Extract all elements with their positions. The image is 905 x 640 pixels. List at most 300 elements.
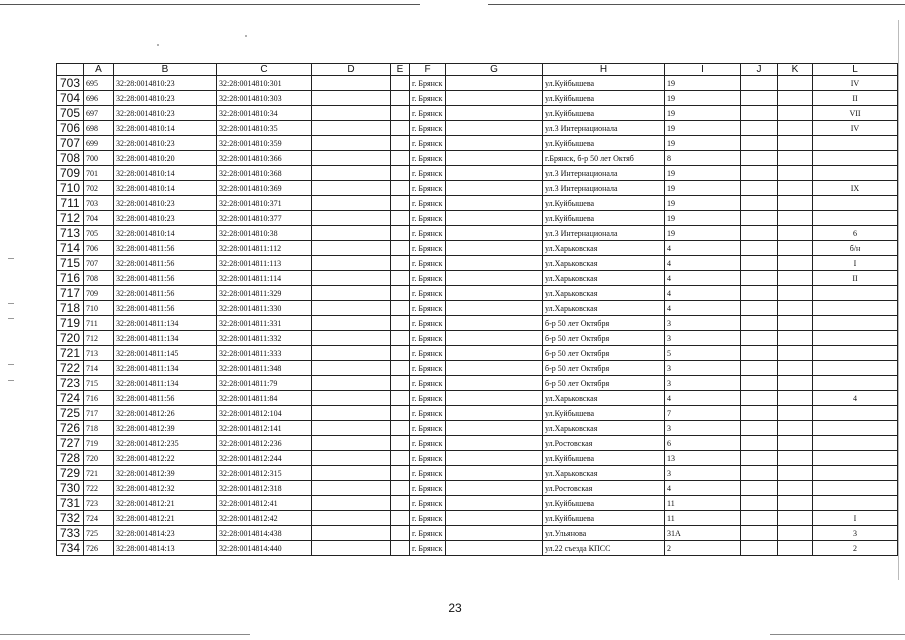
row-number[interactable]: 712: [57, 211, 84, 226]
cell-a[interactable]: 700: [84, 151, 114, 166]
cell-d[interactable]: [312, 436, 391, 451]
cell-l[interactable]: 3: [813, 526, 898, 541]
cell-j[interactable]: [741, 226, 778, 241]
cell-k[interactable]: [778, 286, 813, 301]
cell-e[interactable]: [391, 496, 410, 511]
cell-d[interactable]: [312, 391, 391, 406]
cell-d[interactable]: [312, 301, 391, 316]
row-number[interactable]: 732: [57, 511, 84, 526]
cell-d[interactable]: [312, 166, 391, 181]
cell-e[interactable]: [391, 226, 410, 241]
column-header-d[interactable]: D: [312, 64, 391, 76]
cell-a[interactable]: 724: [84, 511, 114, 526]
cell-a[interactable]: 711: [84, 316, 114, 331]
cell-d[interactable]: [312, 121, 391, 136]
cell-j[interactable]: [741, 91, 778, 106]
cell-e[interactable]: [391, 406, 410, 421]
cell-j[interactable]: [741, 256, 778, 271]
cell-f[interactable]: г. Брянск: [410, 181, 446, 196]
cell-k[interactable]: [778, 331, 813, 346]
row-number[interactable]: 722: [57, 361, 84, 376]
cell-j[interactable]: [741, 526, 778, 541]
cell-i[interactable]: 6: [665, 436, 741, 451]
cell-l[interactable]: б/н: [813, 241, 898, 256]
cell-g[interactable]: [446, 436, 543, 451]
cell-d[interactable]: [312, 211, 391, 226]
cell-a[interactable]: 708: [84, 271, 114, 286]
cell-f[interactable]: г. Брянск: [410, 496, 446, 511]
cell-k[interactable]: [778, 271, 813, 286]
cell-c[interactable]: 32:28:0014810:368: [217, 166, 312, 181]
cell-f[interactable]: г. Брянск: [410, 511, 446, 526]
cell-c[interactable]: 32:28:0014810:366: [217, 151, 312, 166]
cell-j[interactable]: [741, 106, 778, 121]
cell-h[interactable]: ул.Ростовская: [543, 436, 665, 451]
cell-c[interactable]: 32:28:0014811:79: [217, 376, 312, 391]
cell-i[interactable]: 19: [665, 136, 741, 151]
cell-h[interactable]: ул.Харьковская: [543, 241, 665, 256]
cell-l[interactable]: [813, 286, 898, 301]
cell-i[interactable]: 11: [665, 511, 741, 526]
cell-c[interactable]: 32:28:0014812:104: [217, 406, 312, 421]
cell-h[interactable]: ул.3 Интернационала: [543, 226, 665, 241]
cell-j[interactable]: [741, 451, 778, 466]
cell-f[interactable]: г. Брянск: [410, 436, 446, 451]
cell-b[interactable]: 32:28:0014811:134: [114, 331, 217, 346]
cell-j[interactable]: [741, 496, 778, 511]
row-number[interactable]: 727: [57, 436, 84, 451]
cell-j[interactable]: [741, 241, 778, 256]
cell-j[interactable]: [741, 481, 778, 496]
cell-b[interactable]: 32:28:0014810:23: [114, 136, 217, 151]
cell-i[interactable]: 19: [665, 91, 741, 106]
cell-d[interactable]: [312, 271, 391, 286]
column-header-c[interactable]: C: [217, 64, 312, 76]
cell-g[interactable]: [446, 241, 543, 256]
row-number[interactable]: 710: [57, 181, 84, 196]
cell-c[interactable]: 32:28:0014811:329: [217, 286, 312, 301]
cell-k[interactable]: [778, 241, 813, 256]
cell-e[interactable]: [391, 196, 410, 211]
cell-c[interactable]: 32:28:0014811:113: [217, 256, 312, 271]
cell-a[interactable]: 712: [84, 331, 114, 346]
cell-g[interactable]: [446, 136, 543, 151]
row-number[interactable]: 715: [57, 256, 84, 271]
column-header-j[interactable]: J: [741, 64, 778, 76]
cell-g[interactable]: [446, 451, 543, 466]
cell-f[interactable]: г. Брянск: [410, 421, 446, 436]
cell-d[interactable]: [312, 286, 391, 301]
cell-l[interactable]: [813, 496, 898, 511]
cell-k[interactable]: [778, 226, 813, 241]
cell-b[interactable]: 32:28:0014810:23: [114, 196, 217, 211]
row-number[interactable]: 730: [57, 481, 84, 496]
cell-c[interactable]: 32:28:0014812:315: [217, 466, 312, 481]
cell-d[interactable]: [312, 451, 391, 466]
cell-g[interactable]: [446, 196, 543, 211]
cell-j[interactable]: [741, 301, 778, 316]
cell-g[interactable]: [446, 226, 543, 241]
cell-b[interactable]: 32:28:0014811:56: [114, 301, 217, 316]
cell-h[interactable]: ул.Куйбышева: [543, 76, 665, 91]
cell-c[interactable]: 32:28:0014812:236: [217, 436, 312, 451]
cell-k[interactable]: [778, 301, 813, 316]
cell-g[interactable]: [446, 211, 543, 226]
cell-a[interactable]: 697: [84, 106, 114, 121]
cell-i[interactable]: 13: [665, 451, 741, 466]
cell-l[interactable]: IX: [813, 181, 898, 196]
row-number[interactable]: 714: [57, 241, 84, 256]
cell-i[interactable]: 19: [665, 106, 741, 121]
cell-i[interactable]: 19: [665, 76, 741, 91]
cell-h[interactable]: ул.Харьковская: [543, 271, 665, 286]
cell-h[interactable]: ул.Куйбышева: [543, 406, 665, 421]
cell-l[interactable]: [813, 466, 898, 481]
cell-h[interactable]: ул.Куйбышева: [543, 451, 665, 466]
cell-e[interactable]: [391, 286, 410, 301]
cell-f[interactable]: г. Брянск: [410, 196, 446, 211]
cell-f[interactable]: г. Брянск: [410, 166, 446, 181]
cell-d[interactable]: [312, 181, 391, 196]
cell-e[interactable]: [391, 451, 410, 466]
cell-b[interactable]: 32:28:0014810:23: [114, 106, 217, 121]
cell-e[interactable]: [391, 271, 410, 286]
row-number[interactable]: 705: [57, 106, 84, 121]
cell-b[interactable]: 32:28:0014811:56: [114, 271, 217, 286]
cell-i[interactable]: 3: [665, 331, 741, 346]
cell-c[interactable]: 32:28:0014810:34: [217, 106, 312, 121]
cell-f[interactable]: г. Брянск: [410, 211, 446, 226]
cell-c[interactable]: 32:28:0014810:377: [217, 211, 312, 226]
row-number[interactable]: 719: [57, 316, 84, 331]
cell-j[interactable]: [741, 511, 778, 526]
row-number[interactable]: 720: [57, 331, 84, 346]
cell-k[interactable]: [778, 466, 813, 481]
cell-g[interactable]: [446, 271, 543, 286]
cell-h[interactable]: б-р 50 лет Октября: [543, 346, 665, 361]
cell-b[interactable]: 32:28:0014810:14: [114, 121, 217, 136]
cell-i[interactable]: 3: [665, 361, 741, 376]
cell-i[interactable]: 19: [665, 181, 741, 196]
cell-c[interactable]: 32:28:0014812:42: [217, 511, 312, 526]
cell-d[interactable]: [312, 541, 391, 556]
cell-l[interactable]: [813, 166, 898, 181]
cell-i[interactable]: 19: [665, 196, 741, 211]
cell-d[interactable]: [312, 106, 391, 121]
cell-g[interactable]: [446, 121, 543, 136]
cell-j[interactable]: [741, 151, 778, 166]
cell-a[interactable]: 696: [84, 91, 114, 106]
cell-d[interactable]: [312, 256, 391, 271]
row-number[interactable]: 733: [57, 526, 84, 541]
cell-a[interactable]: 710: [84, 301, 114, 316]
cell-g[interactable]: [446, 511, 543, 526]
cell-k[interactable]: [778, 91, 813, 106]
cell-l[interactable]: I: [813, 511, 898, 526]
cell-c[interactable]: 32:28:0014811:84: [217, 391, 312, 406]
cell-l[interactable]: [813, 151, 898, 166]
cell-i[interactable]: 4: [665, 256, 741, 271]
cell-b[interactable]: 32:28:0014810:14: [114, 166, 217, 181]
cell-h[interactable]: ул.Ульянова: [543, 526, 665, 541]
cell-e[interactable]: [391, 331, 410, 346]
cell-h[interactable]: ул.Харьковская: [543, 256, 665, 271]
cell-g[interactable]: [446, 496, 543, 511]
cell-f[interactable]: г. Брянск: [410, 91, 446, 106]
cell-k[interactable]: [778, 481, 813, 496]
row-number[interactable]: 707: [57, 136, 84, 151]
cell-d[interactable]: [312, 496, 391, 511]
cell-a[interactable]: 706: [84, 241, 114, 256]
cell-i[interactable]: 5: [665, 346, 741, 361]
cell-h[interactable]: ул.Харьковская: [543, 421, 665, 436]
cell-d[interactable]: [312, 421, 391, 436]
cell-f[interactable]: г. Брянск: [410, 271, 446, 286]
cell-i[interactable]: 3: [665, 466, 741, 481]
cell-e[interactable]: [391, 481, 410, 496]
cell-k[interactable]: [778, 376, 813, 391]
cell-e[interactable]: [391, 166, 410, 181]
cell-l[interactable]: IV: [813, 76, 898, 91]
cell-h[interactable]: ул.Куйбышева: [543, 106, 665, 121]
cell-i[interactable]: 8: [665, 151, 741, 166]
cell-g[interactable]: [446, 181, 543, 196]
cell-b[interactable]: 32:28:0014811:134: [114, 316, 217, 331]
cell-g[interactable]: [446, 166, 543, 181]
cell-f[interactable]: г. Брянск: [410, 526, 446, 541]
cell-h[interactable]: ул.3 Интернационала: [543, 121, 665, 136]
cell-i[interactable]: 11: [665, 496, 741, 511]
cell-b[interactable]: 32:28:0014812:21: [114, 496, 217, 511]
cell-c[interactable]: 32:28:0014811:348: [217, 361, 312, 376]
cell-j[interactable]: [741, 331, 778, 346]
cell-k[interactable]: [778, 166, 813, 181]
cell-i[interactable]: 19: [665, 226, 741, 241]
cell-i[interactable]: 19: [665, 166, 741, 181]
cell-c[interactable]: 32:28:0014811:112: [217, 241, 312, 256]
cell-d[interactable]: [312, 406, 391, 421]
cell-g[interactable]: [446, 376, 543, 391]
cell-a[interactable]: 702: [84, 181, 114, 196]
cell-h[interactable]: ул.22 съезда КПСС: [543, 541, 665, 556]
row-number[interactable]: 728: [57, 451, 84, 466]
row-number[interactable]: 713: [57, 226, 84, 241]
cell-a[interactable]: 726: [84, 541, 114, 556]
cell-j[interactable]: [741, 466, 778, 481]
cell-e[interactable]: [391, 91, 410, 106]
cell-l[interactable]: [813, 301, 898, 316]
cell-k[interactable]: [778, 121, 813, 136]
cell-l[interactable]: [813, 331, 898, 346]
column-header-b[interactable]: B: [114, 64, 217, 76]
cell-l[interactable]: VII: [813, 106, 898, 121]
cell-j[interactable]: [741, 136, 778, 151]
cell-h[interactable]: ул.3 Интернационала: [543, 181, 665, 196]
cell-d[interactable]: [312, 316, 391, 331]
cell-i[interactable]: 19: [665, 211, 741, 226]
cell-d[interactable]: [312, 376, 391, 391]
cell-e[interactable]: [391, 301, 410, 316]
cell-b[interactable]: 32:28:0014810:23: [114, 211, 217, 226]
cell-e[interactable]: [391, 181, 410, 196]
cell-l[interactable]: [813, 421, 898, 436]
cell-h[interactable]: ул.Куйбышева: [543, 211, 665, 226]
cell-a[interactable]: 722: [84, 481, 114, 496]
cell-f[interactable]: г. Брянск: [410, 346, 446, 361]
cell-c[interactable]: 32:28:0014814:440: [217, 541, 312, 556]
cell-h[interactable]: ул.Харьковская: [543, 286, 665, 301]
cell-e[interactable]: [391, 121, 410, 136]
cell-e[interactable]: [391, 346, 410, 361]
cell-h[interactable]: ул.Харьковская: [543, 466, 665, 481]
cell-c[interactable]: 32:28:0014811:331: [217, 316, 312, 331]
cell-f[interactable]: г. Брянск: [410, 106, 446, 121]
cell-e[interactable]: [391, 151, 410, 166]
cell-j[interactable]: [741, 121, 778, 136]
cell-f[interactable]: г. Брянск: [410, 481, 446, 496]
row-number[interactable]: 709: [57, 166, 84, 181]
cell-a[interactable]: 703: [84, 196, 114, 211]
cell-h[interactable]: ул.Куйбышева: [543, 511, 665, 526]
column-header-a[interactable]: A: [84, 64, 114, 76]
cell-k[interactable]: [778, 151, 813, 166]
cell-j[interactable]: [741, 271, 778, 286]
cell-e[interactable]: [391, 136, 410, 151]
cell-g[interactable]: [446, 331, 543, 346]
cell-h[interactable]: б-р 50 лет Октября: [543, 331, 665, 346]
row-number[interactable]: 721: [57, 346, 84, 361]
cell-e[interactable]: [391, 241, 410, 256]
cell-i[interactable]: 4: [665, 481, 741, 496]
cell-d[interactable]: [312, 91, 391, 106]
cell-a[interactable]: 725: [84, 526, 114, 541]
cell-f[interactable]: г. Брянск: [410, 301, 446, 316]
cell-g[interactable]: [446, 301, 543, 316]
cell-l[interactable]: [813, 211, 898, 226]
cell-i[interactable]: 4: [665, 241, 741, 256]
cell-i[interactable]: 19: [665, 121, 741, 136]
cell-f[interactable]: г. Брянск: [410, 121, 446, 136]
column-header-g[interactable]: G: [446, 64, 543, 76]
cell-a[interactable]: 717: [84, 406, 114, 421]
cell-b[interactable]: 32:28:0014812:39: [114, 421, 217, 436]
cell-j[interactable]: [741, 166, 778, 181]
cell-c[interactable]: 32:28:0014811:333: [217, 346, 312, 361]
cell-k[interactable]: [778, 76, 813, 91]
cell-i[interactable]: 31А: [665, 526, 741, 541]
cell-k[interactable]: [778, 511, 813, 526]
cell-l[interactable]: [813, 406, 898, 421]
cell-d[interactable]: [312, 196, 391, 211]
column-header-h[interactable]: H: [543, 64, 665, 76]
cell-b[interactable]: 32:28:0014811:56: [114, 256, 217, 271]
cell-b[interactable]: 32:28:0014812:32: [114, 481, 217, 496]
row-number[interactable]: 718: [57, 301, 84, 316]
cell-f[interactable]: г. Брянск: [410, 541, 446, 556]
cell-j[interactable]: [741, 361, 778, 376]
cell-b[interactable]: 32:28:0014811:56: [114, 241, 217, 256]
row-number[interactable]: 724: [57, 391, 84, 406]
cell-g[interactable]: [446, 256, 543, 271]
cell-j[interactable]: [741, 541, 778, 556]
cell-k[interactable]: [778, 136, 813, 151]
cell-f[interactable]: г. Брянск: [410, 76, 446, 91]
cell-b[interactable]: 32:28:0014810:20: [114, 151, 217, 166]
cell-a[interactable]: 707: [84, 256, 114, 271]
cell-l[interactable]: II: [813, 271, 898, 286]
cell-f[interactable]: г. Брянск: [410, 136, 446, 151]
column-header-e[interactable]: E: [391, 64, 410, 76]
cell-h[interactable]: ул.Харьковская: [543, 301, 665, 316]
cell-j[interactable]: [741, 211, 778, 226]
row-number[interactable]: 734: [57, 541, 84, 556]
cell-k[interactable]: [778, 406, 813, 421]
cell-b[interactable]: 32:28:0014810:23: [114, 91, 217, 106]
cell-k[interactable]: [778, 526, 813, 541]
cell-e[interactable]: [391, 316, 410, 331]
cell-g[interactable]: [446, 541, 543, 556]
cell-e[interactable]: [391, 256, 410, 271]
cell-k[interactable]: [778, 346, 813, 361]
cell-f[interactable]: г. Брянск: [410, 241, 446, 256]
cell-h[interactable]: ул.Ростовская: [543, 481, 665, 496]
cell-b[interactable]: 32:28:0014814:23: [114, 526, 217, 541]
cell-i[interactable]: 3: [665, 376, 741, 391]
row-number[interactable]: 731: [57, 496, 84, 511]
cell-f[interactable]: г. Брянск: [410, 226, 446, 241]
cell-h[interactable]: б-р 50 лет Октября: [543, 361, 665, 376]
cell-l[interactable]: [813, 136, 898, 151]
column-header-l[interactable]: L: [813, 64, 898, 76]
cell-c[interactable]: 32:28:0014810:38: [217, 226, 312, 241]
cell-d[interactable]: [312, 226, 391, 241]
cell-f[interactable]: г. Брянск: [410, 391, 446, 406]
row-number[interactable]: 729: [57, 466, 84, 481]
cell-g[interactable]: [446, 286, 543, 301]
cell-i[interactable]: 2: [665, 541, 741, 556]
cell-k[interactable]: [778, 181, 813, 196]
cell-l[interactable]: [813, 196, 898, 211]
cell-b[interactable]: 32:28:0014812:21: [114, 511, 217, 526]
cell-d[interactable]: [312, 136, 391, 151]
cell-l[interactable]: 6: [813, 226, 898, 241]
cell-g[interactable]: [446, 391, 543, 406]
cell-j[interactable]: [741, 391, 778, 406]
cell-k[interactable]: [778, 256, 813, 271]
cell-j[interactable]: [741, 76, 778, 91]
cell-c[interactable]: 32:28:0014811:114: [217, 271, 312, 286]
cell-j[interactable]: [741, 421, 778, 436]
cell-h[interactable]: б-р 50 лет Октября: [543, 316, 665, 331]
cell-e[interactable]: [391, 211, 410, 226]
row-number[interactable]: 706: [57, 121, 84, 136]
row-number[interactable]: 711: [57, 196, 84, 211]
corner-cell[interactable]: [57, 64, 84, 76]
cell-b[interactable]: 32:28:0014814:13: [114, 541, 217, 556]
cell-c[interactable]: 32:28:0014814:438: [217, 526, 312, 541]
cell-a[interactable]: 716: [84, 391, 114, 406]
row-number[interactable]: 723: [57, 376, 84, 391]
cell-c[interactable]: 32:28:0014810:371: [217, 196, 312, 211]
cell-d[interactable]: [312, 511, 391, 526]
cell-f[interactable]: г. Брянск: [410, 451, 446, 466]
cell-e[interactable]: [391, 376, 410, 391]
cell-l[interactable]: [813, 436, 898, 451]
cell-k[interactable]: [778, 421, 813, 436]
cell-k[interactable]: [778, 496, 813, 511]
cell-a[interactable]: 698: [84, 121, 114, 136]
cell-g[interactable]: [446, 151, 543, 166]
